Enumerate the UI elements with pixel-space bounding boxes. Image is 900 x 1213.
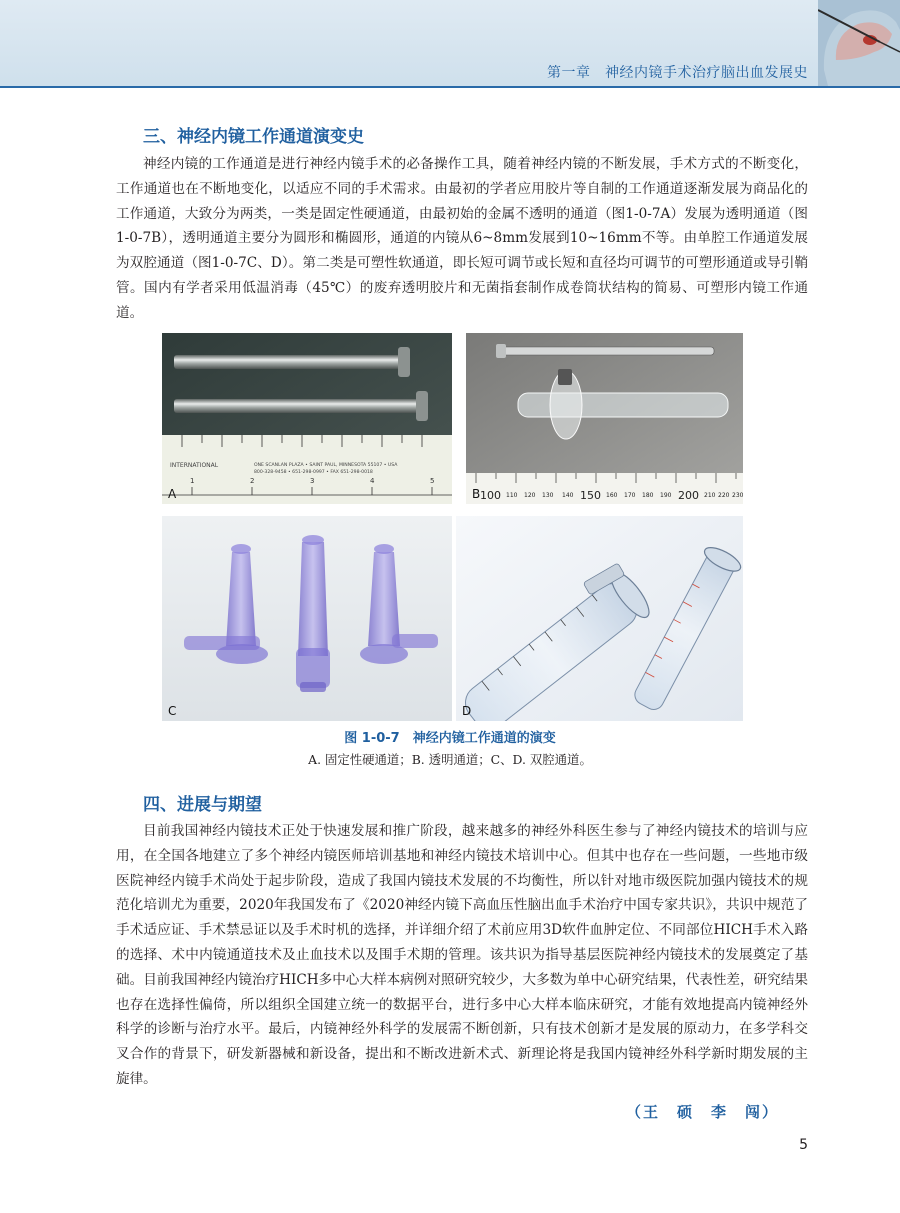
authors: （王 硕 李 闯）	[626, 1103, 780, 1121]
panel-label-b: B	[472, 487, 481, 501]
graduated-channel-photo	[456, 516, 743, 721]
ruler-tick-label: 120	[524, 492, 536, 499]
ruler-brand-text: INTERNATIONAL	[170, 462, 219, 469]
header-rule	[0, 86, 900, 88]
ruler-tick-label: 140	[562, 492, 574, 499]
ruler-tick-label: 5	[430, 477, 435, 485]
section-heading-3: 三、神经内镜工作通道演变史	[143, 127, 364, 147]
ruler-address-text: ONE SCANLAN PLAZA • SAINT PAUL, MINNESOTA 55107 • USA	[254, 463, 398, 468]
running-title: 第一章 神经内镜手术治疗脑出血发展史	[547, 65, 808, 81]
ruler-tick-label: 3	[310, 477, 315, 485]
section-3-paragraph: 神经内镜的工作通道是进行神经内镜手术的必备操作工具，随着神经内镜的不断发展，手术方式的不断变化，工作通道也在不断地变化，以适应不同的手术需求。由最初的学者应用胶片等自制的工作通道逐渐发展为商品化的工作通道，大致分为两类，一类是固定性硬通道，由最初始的金属不透明的通道（图1-0-7A）发展为透明通道（图1-0-7B），透明通道主要分为圆形和椭圆形，通道的内镜从6~8mm发展到10~16mm不等。由单腔工作通道发展为双腔通道（图1-0-7C、D）。第二类是可塑性软通道，即长短可调节或长短和直径均可调节的可塑形通道或导引鞘管。国内有学者采用低温消毒（45℃）的废弃透明胶片和无菌指套制作成卷筒状结构的简易、可塑形内镜工作通道。	[116, 156, 808, 321]
ruler-tick-label: 170	[624, 492, 636, 499]
ruler-tick-label: 230	[732, 492, 743, 499]
figure-panel-c	[162, 516, 452, 721]
page-number: 5	[799, 1137, 808, 1153]
metal-channel-photo	[162, 333, 452, 504]
ruler-tick-label: 4	[370, 477, 375, 485]
panel-label-d: D	[462, 704, 472, 718]
header-brain-illustration	[818, 0, 900, 86]
ruler-tick-label: 190	[660, 492, 672, 499]
transparent-channel-photo	[466, 333, 743, 504]
dual-lumen-channel-photo	[162, 516, 452, 721]
ruler-tick-label: 200	[678, 489, 699, 502]
ruler-tick-label: 110	[506, 492, 518, 499]
panel-label-a: A	[168, 487, 177, 501]
ruler-tick-label: 2	[250, 477, 255, 485]
brain-icon	[818, 0, 900, 86]
ruler-phone-text: 800-328-9458 • 651-298-0997 • FAX 651-298-0018	[254, 470, 373, 475]
figure-panel-d	[456, 516, 743, 721]
panel-label-c: C	[168, 704, 177, 718]
figure-panel-a	[162, 333, 452, 504]
ruler-tick-label: 210	[704, 492, 716, 499]
ruler-tick-label: 160	[606, 492, 618, 499]
ruler-tick-label: 150	[580, 489, 601, 502]
ruler-tick-label: 180	[642, 492, 654, 499]
figure-panel-b	[466, 333, 743, 504]
ruler-tick-label: 220	[718, 492, 730, 499]
section-4-paragraph: 目前我国神经内镜技术正处于快速发展和推广阶段，越来越多的神经外科医生参与了神经内镜技术的培训与应用，在全国各地建立了多个神经内镜医师培训基地和神经内镜技术培训中心。但其中也存在一些问题，一些地市级医院神经内镜手术尚处于起步阶段，造成了我国内镜技术发展的不均衡性，所以针对地市级医院加强内镜技术的规范化培训尤为重要，2020年我国发布了《2020神经内镜下高血压性脑出血手术治疗中国专家共识》，共识中规范了手术适应证、手术禁忌证以及手术时机的选择，并详细介绍了术前应用3D软件血肿定位、不同部位HICH手术入路的选择、术中内镜通道技术及止血技术以及围手术期的管理。该共识为指导基层医院神经内镜技术的发展奠定了基础。目前我国神经内镜治疗HICH多中心大样本病例对照研究较少，大多数为单中心研究结果，代表性差，研究结果也存在选择性偏倚，所以组织全国建立统一的数据平台，进行多中心大样本临床研究，才能有效地提高内镜神经外科学的诊断与治疗水平。最后，内镜神经外科学的发展需不断创新，只有技术创新才是发展的原动力，在多学科交叉合作的背景下，研发新器械和新设备，提出和不断改进新术式、新理论将是我国内镜神经外科学新时期发展的主旋律。	[116, 823, 808, 1087]
ruler-tick-label: 1	[190, 477, 195, 485]
ruler-tick-label: 100	[480, 489, 501, 502]
figure-caption-title: 图 1-0-7 神经内镜工作通道的演变	[344, 731, 556, 746]
ruler-tick-label: 130	[542, 492, 554, 499]
section-heading-4: 四、进展与期望	[143, 795, 262, 815]
figure-caption-description: A. 固定性硬通道；B. 透明通道；C、D. 双腔通道。	[308, 752, 592, 767]
